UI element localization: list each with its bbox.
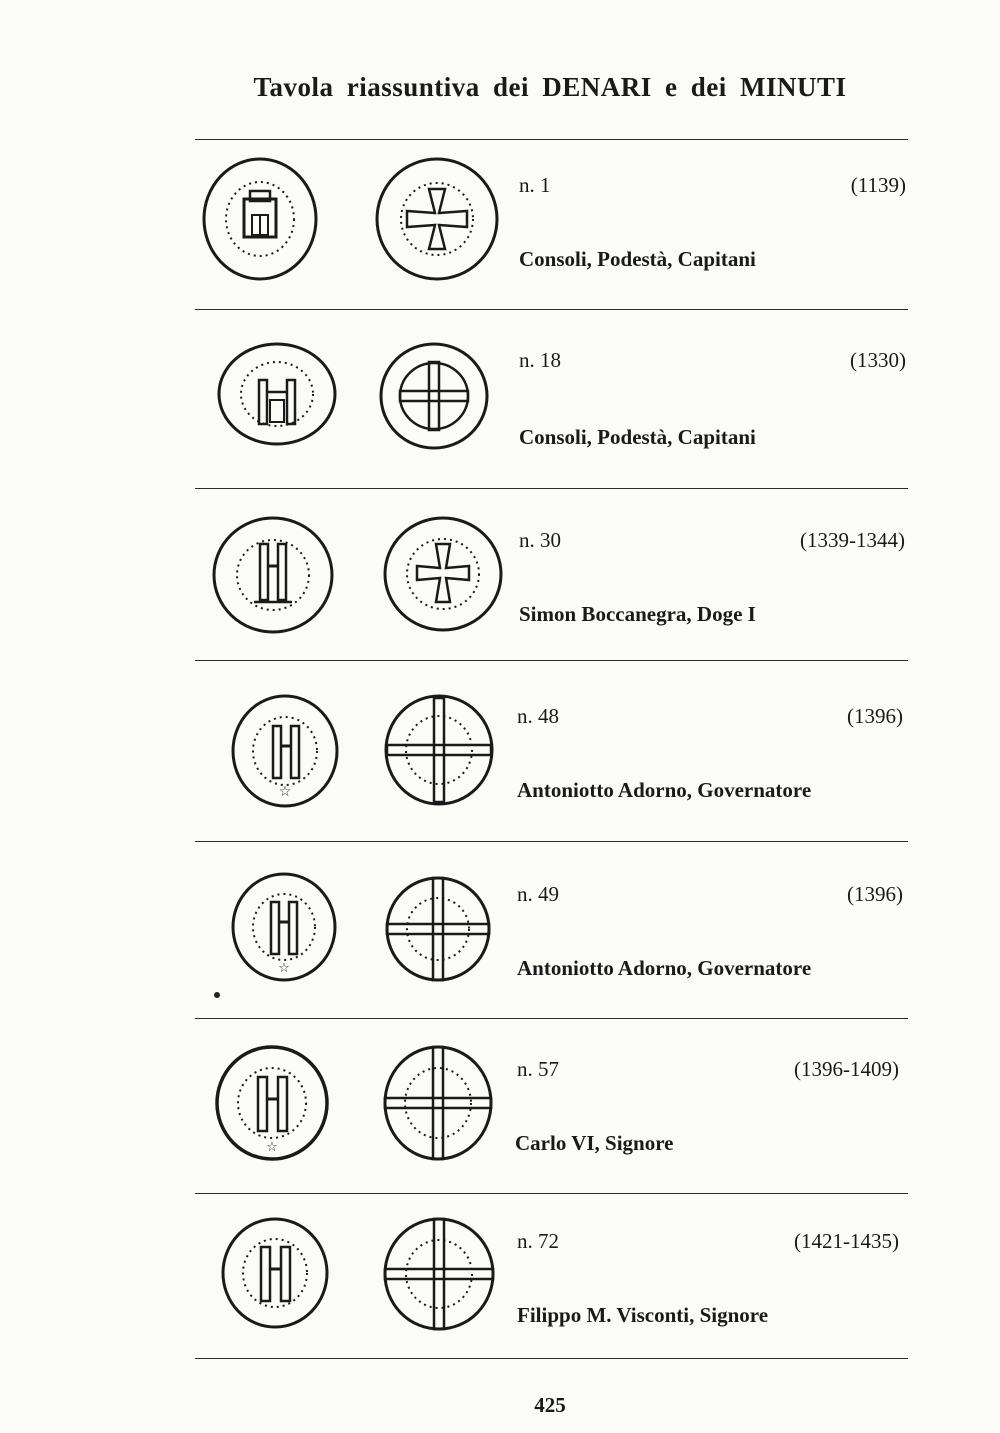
castle-gate-coin-icon xyxy=(219,1215,331,1331)
coin-number: n. 30 xyxy=(519,528,561,552)
cross-coin-icon xyxy=(381,514,505,634)
cross-coin-icon xyxy=(381,1215,497,1333)
coin-date: (1139) xyxy=(850,173,906,197)
coin-ruler: Antoniotto Adorno, Governatore xyxy=(517,956,812,980)
castle-gate-coin-icon xyxy=(229,692,341,810)
coin-number: n. 48 xyxy=(517,704,559,728)
castle-gate-coin-icon xyxy=(229,870,339,984)
cross-coin-icon xyxy=(383,874,493,984)
svg-text:☆: ☆ xyxy=(278,961,290,976)
coin-date: (1421-1435) xyxy=(794,1229,899,1253)
coin-number: n. 1 xyxy=(519,173,551,197)
coin-ruler: Consoli, Podestà, Capitani xyxy=(519,425,756,449)
castle-gate-coin-icon xyxy=(213,1043,331,1163)
divider xyxy=(195,1358,908,1359)
divider xyxy=(195,1018,908,1019)
divider xyxy=(195,660,908,661)
coin-number: n. 57 xyxy=(517,1057,559,1081)
coin-date: (1396) xyxy=(847,882,903,906)
coin-date: (1339-1344) xyxy=(800,528,905,552)
divider xyxy=(195,139,908,140)
coin-number: n. 18 xyxy=(519,348,561,372)
castle-gate-coin-icon xyxy=(215,340,340,448)
coin-ruler: Consoli, Podestà, Capitani xyxy=(519,247,756,271)
coin-number: n. 49 xyxy=(517,882,559,906)
coin-ruler: Simon Boccanegra, Doge I xyxy=(519,602,756,626)
svg-text:☆: ☆ xyxy=(278,784,292,800)
divider xyxy=(195,841,908,842)
coin-ruler: Antoniotto Adorno, Governatore xyxy=(517,778,812,802)
divider xyxy=(195,488,908,489)
cross-coin-icon xyxy=(381,1043,495,1163)
cross-coin-icon xyxy=(373,155,501,283)
ink-speck xyxy=(214,992,220,998)
coin-number: n. 72 xyxy=(517,1229,559,1253)
castle-gate-coin-icon xyxy=(200,155,320,283)
cross-coin-icon xyxy=(377,340,492,452)
divider xyxy=(195,1193,908,1194)
page-title: Tavola riassuntiva dei DENARI e dei MINUTI xyxy=(253,72,847,102)
coin-date: (1330) xyxy=(850,348,906,372)
coin-ruler: Carlo VI, Signore xyxy=(515,1131,674,1155)
divider xyxy=(195,309,908,310)
cross-coin-icon xyxy=(382,692,496,808)
coin-ruler: Filippo M. Visconti, Signore xyxy=(517,1303,769,1327)
castle-gate-coin-icon xyxy=(210,514,336,636)
coin-date: (1396-1409) xyxy=(794,1057,899,1081)
page-number: 425 xyxy=(534,1393,566,1417)
svg-text:☆: ☆ xyxy=(266,1140,278,1155)
coin-date: (1396) xyxy=(847,704,903,728)
